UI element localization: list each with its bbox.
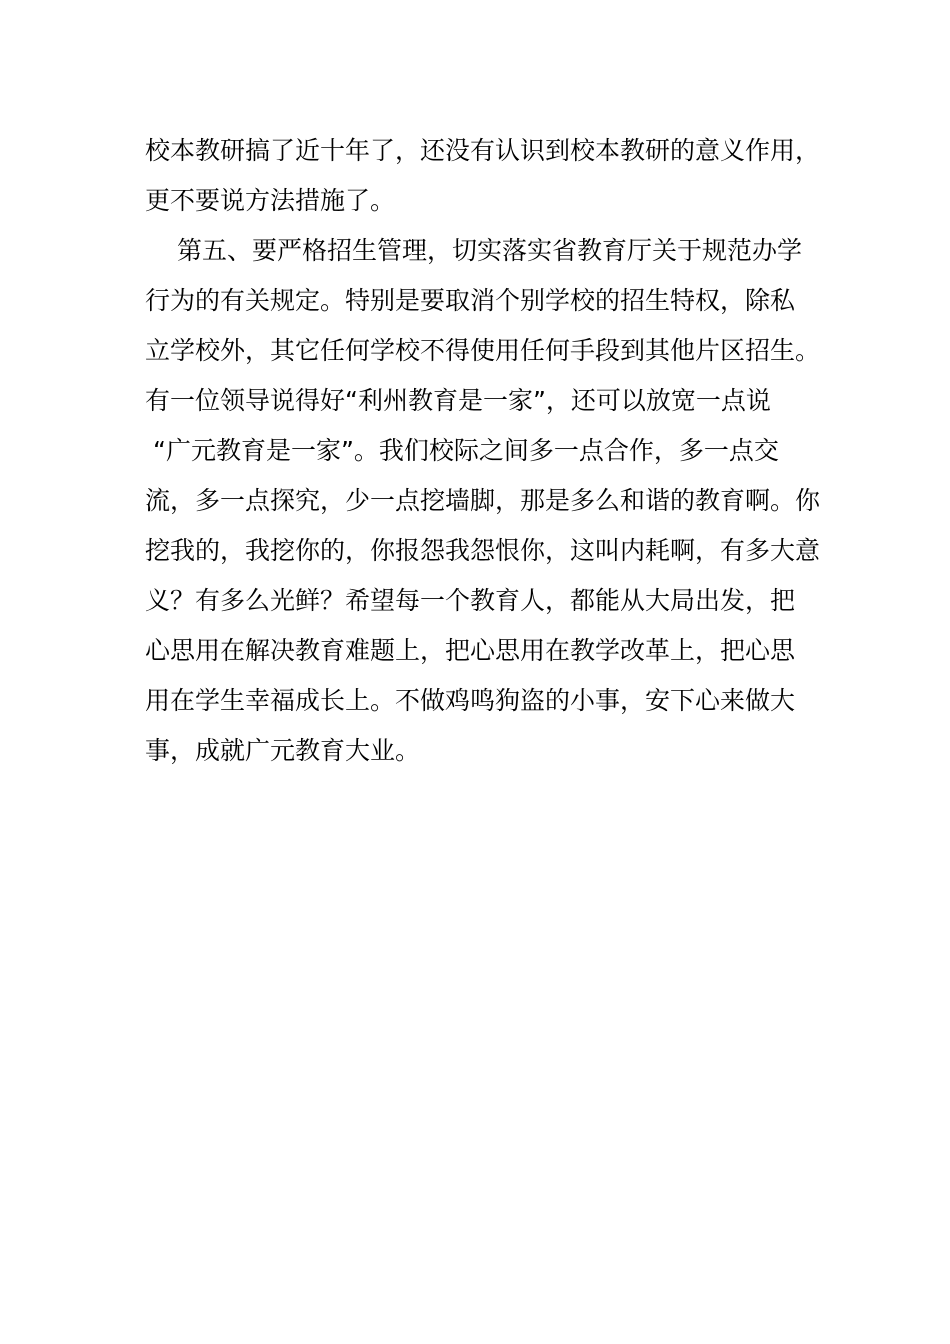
text-line: 有一位领导说得好“利州教育是一家”，还可以放宽一点说 bbox=[145, 386, 771, 415]
text-line: 行为的有关规定。特别是要取消个别学校的招生特权，除私 bbox=[145, 286, 796, 315]
text-line: 用在学生幸福成长上。不做鸡鸣狗盗的小事，安下心来做大 bbox=[145, 686, 796, 715]
text-line: 流，多一点探究，少一点挖墙脚，那是多么和谐的教育啊。你 bbox=[145, 486, 821, 515]
text-line: 义？有多么光鲜？希望每一个教育人，都能从大局出发，把 bbox=[145, 586, 796, 615]
text-line: 心思用在解决教育难题上，把心思用在教学改革上，把心思 bbox=[145, 636, 796, 665]
text-line: 立学校外，其它任何学校不得使用任何手段到其他片区招生。 bbox=[145, 336, 821, 365]
paragraph-start-line: 第五、要严格招生管理，切实落实省教育厅关于规范办学 bbox=[177, 236, 803, 265]
text-line: 校本教研搞了近十年了，还没有认识到校本教研的意义作用， bbox=[145, 136, 821, 165]
text-line: 挖我的，我挖你的，你报怨我怨恨你，这叫内耗啊，有多大意 bbox=[145, 536, 821, 565]
text-line: 更不要说方法措施了。 bbox=[145, 186, 396, 215]
text-line: 事，成就广元教育大业。 bbox=[145, 736, 421, 765]
text-line: “广元教育是一家”。我们校际之间多一点合作，多一点交 bbox=[153, 436, 779, 465]
